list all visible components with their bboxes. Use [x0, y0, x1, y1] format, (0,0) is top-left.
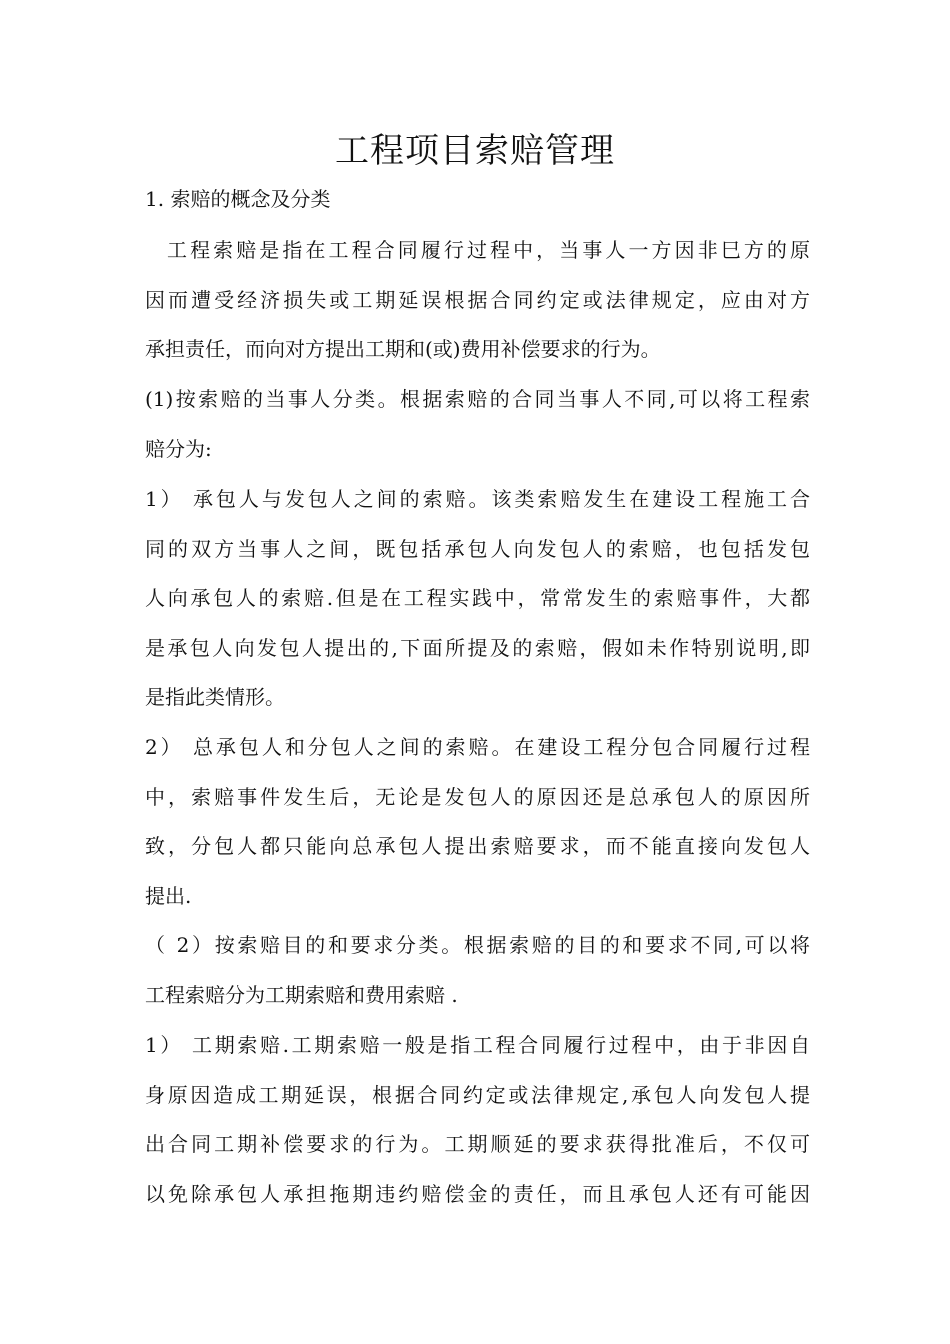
paragraph-line: 1） 承包人与发包人之间的索赔。该类索赔发生在建设工程施工合: [145, 487, 810, 511]
paragraph-line: 以免除承包人承担拖期违约赔偿金的责任，而且承包人还有可能因: [145, 1181, 810, 1206]
paragraph-line: 提出.: [145, 883, 192, 908]
paragraph-line: 工程索赔分为工期索赔和费用索赔 .: [145, 982, 458, 1007]
section-heading: 1. 索赔的概念及分类: [145, 187, 331, 211]
paragraph-line: 2） 总承包人和分包人之间的索赔。在建设工程分包合同履行过程: [145, 735, 810, 759]
paragraph-definition: [145, 226, 810, 375]
document-title: 工程项目索赔管理: [335, 131, 615, 171]
paragraph-line: 中，索赔事件发生后，无论是发包人的原因还是总承包人的原因所: [145, 784, 810, 809]
paragraph-line: 出合同工期补偿要求的行为。工期顺延的要求获得批准后，不仅可: [145, 1132, 810, 1156]
paragraph-line: (1)按索赔的当事人分类。根据索赔的合同当事人不同,可以将工程索: [145, 387, 810, 411]
paragraph-line: 工程索赔是指在工程合同履行过程中，当事人一方因非巳方的原: [167, 238, 810, 262]
paragraph-classification-by-purpose: [145, 921, 810, 1020]
paragraph-line: 赔分为:: [145, 436, 212, 461]
paragraph-line: 同的双方当事人之间，既包括承包人向发包人的索赔，也包括发包: [145, 536, 810, 561]
paragraph-line: （ 2）按索赔目的和要求分类。根据索赔的目的和要求不同,可以将: [145, 933, 810, 957]
paragraph-classification-by-party: [145, 375, 810, 474]
paragraph-line: 致，分包人都只能向总承包人提出索赔要求，而不能直接向发包人: [145, 834, 810, 858]
paragraph-general-subcontractor: [145, 723, 810, 921]
paragraph-line: 承担责任，而向对方提出工期和(或)费用补偿要求的行为。: [145, 337, 661, 361]
paragraph-schedule-claim: [145, 1021, 810, 1219]
paragraph-contractor-employer: [145, 475, 810, 723]
paragraph-line: 是指此类情形。: [145, 685, 285, 709]
paragraph-line: 是承包人向发包人提出的,下面所提及的索赔，假如未作特别说明,即: [145, 635, 810, 660]
paragraph-line: 身原因造成工期延误，根据合同约定或法律规定,承包人向发包人提: [145, 1082, 810, 1107]
paragraph-line: 人向承包人的索赔.但是在工程实践中，常常发生的索赔事件，大都: [145, 586, 810, 610]
paragraph-line: 因而遭受经济损失或工期延误根据合同约定或法律规定，应由对方: [145, 287, 810, 312]
paragraph-line: 1） 工期索赔.工期索赔一般是指工程合同履行过程中，由于非因自: [145, 1033, 810, 1057]
